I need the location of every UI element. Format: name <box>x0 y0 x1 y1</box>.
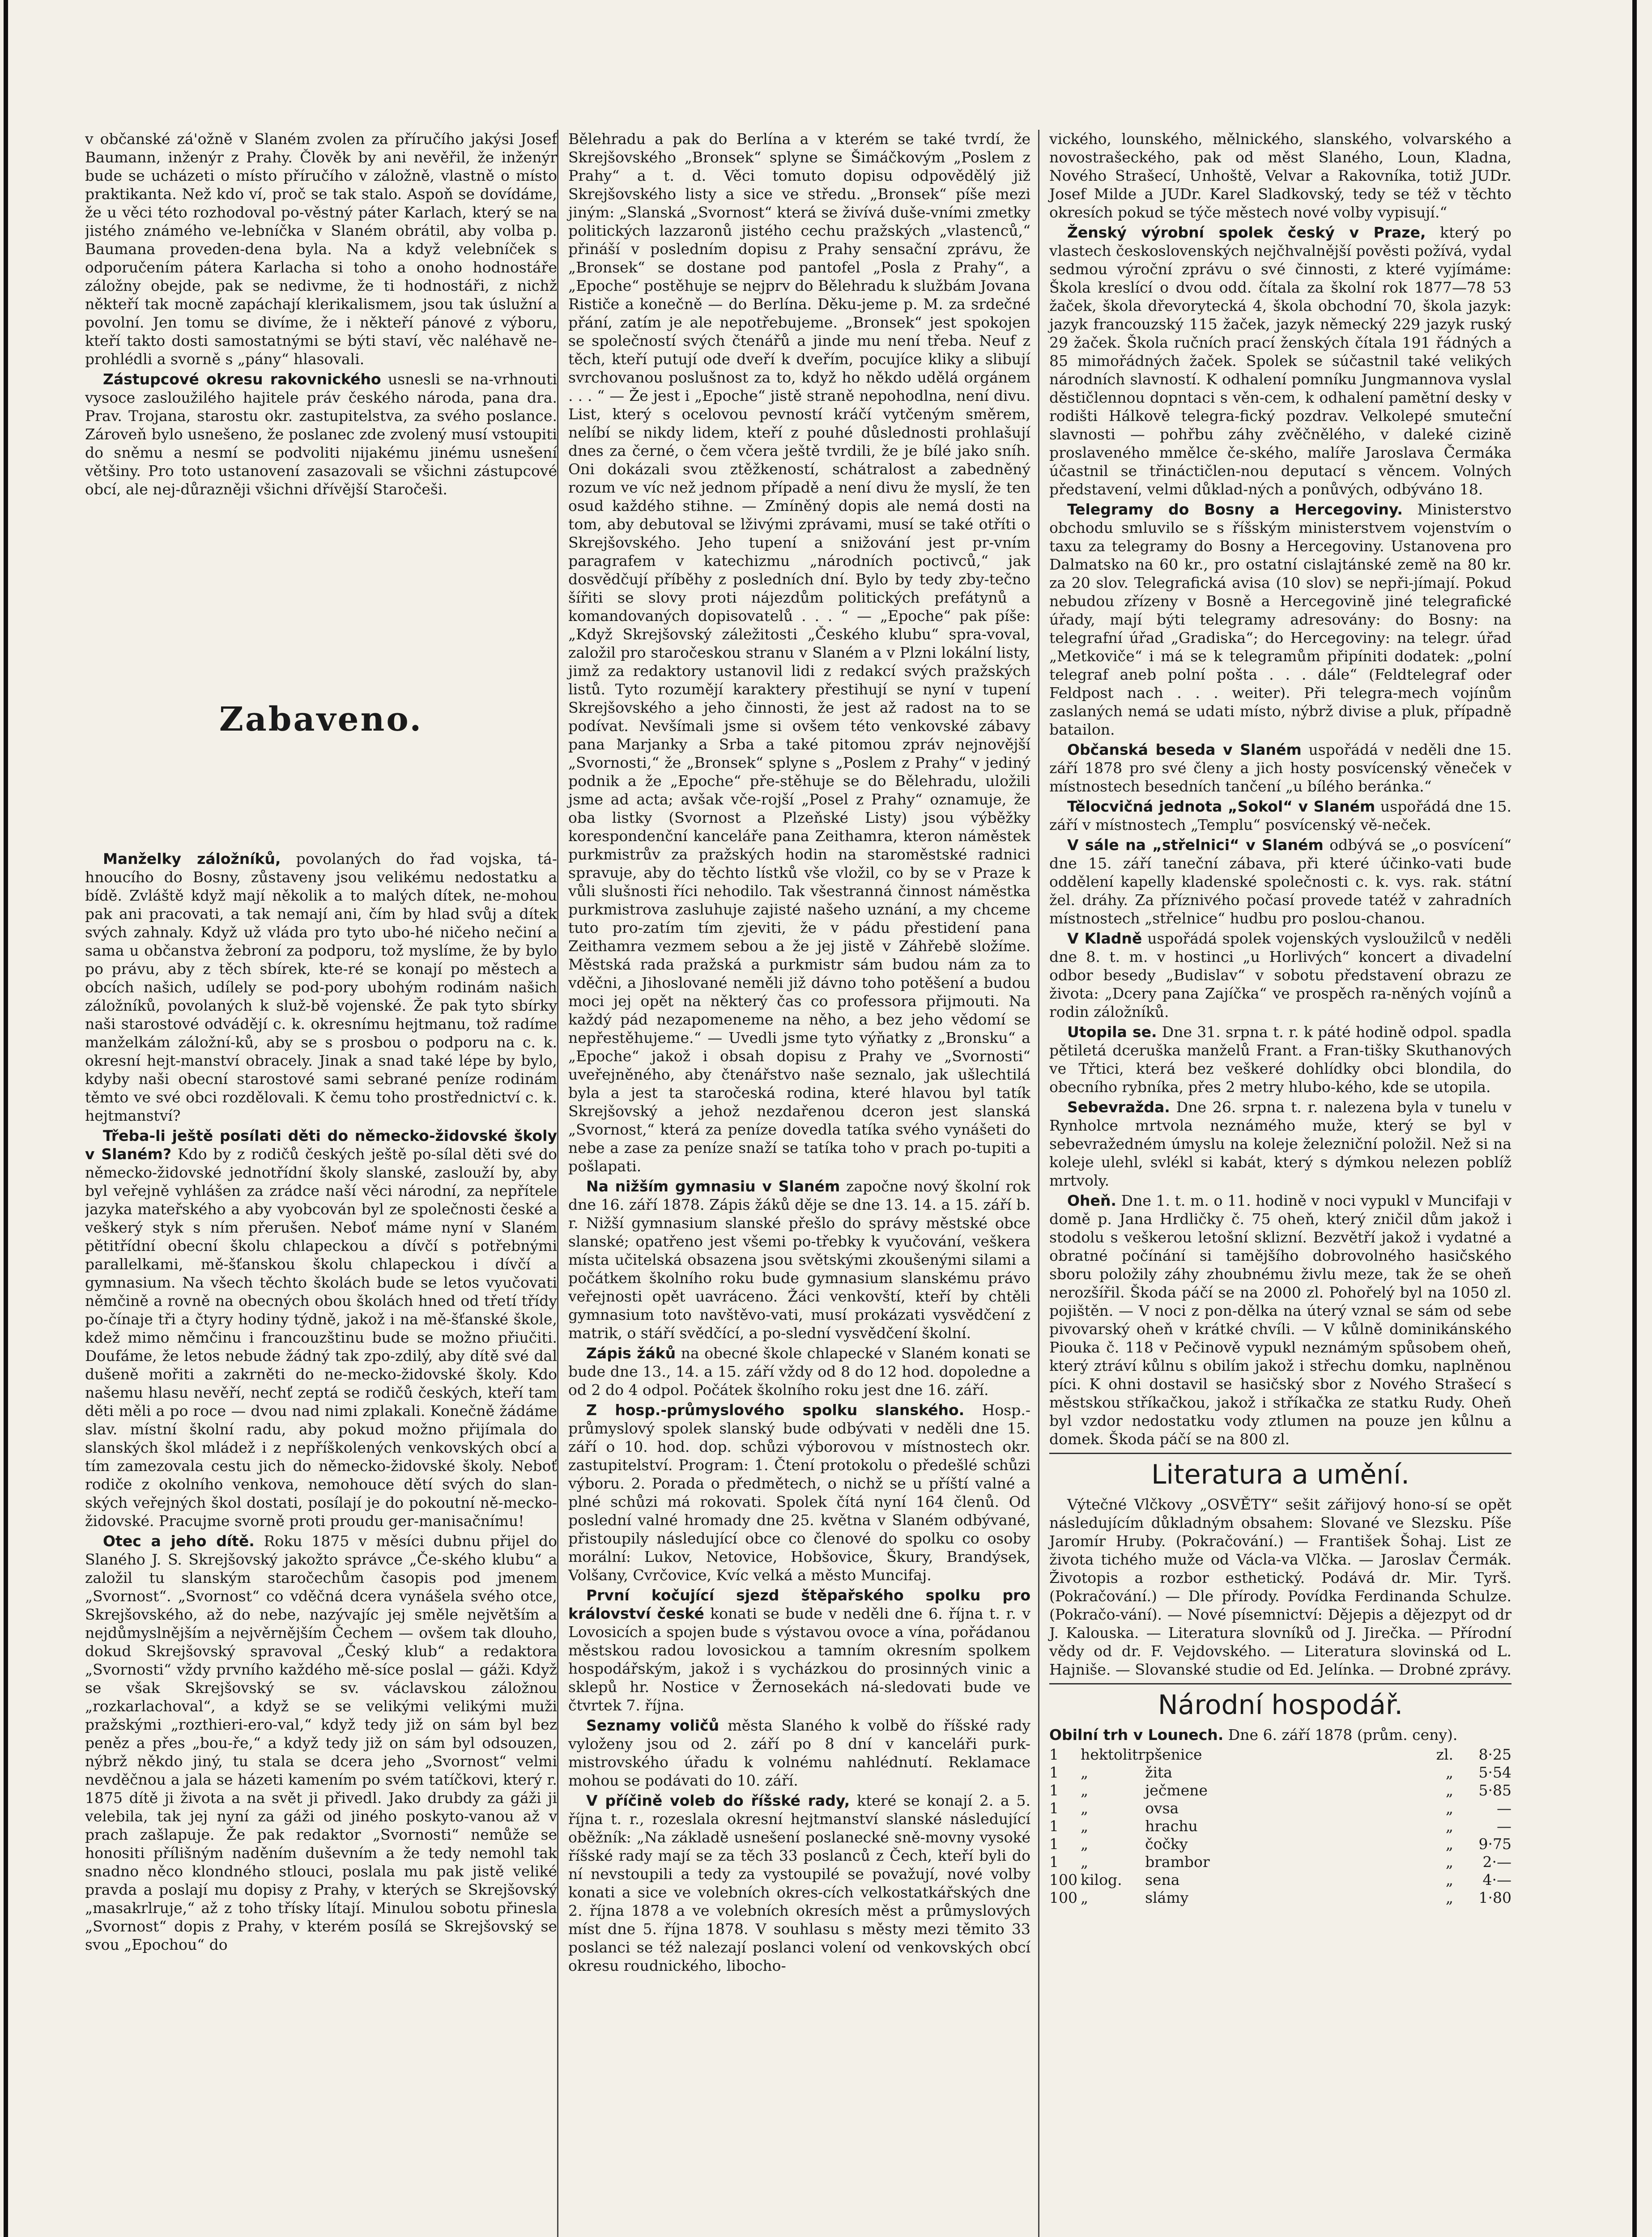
price-cell-item: sena <box>1145 1871 1180 1888</box>
price-cell-u: „ <box>1081 1764 1089 1781</box>
article <box>568 1344 1030 1399</box>
article-text: Ministerstvo obchodu smluvilo se s říšským ministerstvem vojenstvím o taxu za telegramy do Bosny a Hercegoviny. Ustanovena pro Dalmatsko na 60 kr., pro ostatní cislajtánské země na 80 kr. za 20 slov. Telegrafická avisa (10 slov) se nepři-jímají. Pokud nebudou zřízeny v Bosně a Hercegovině jiné telegrafické úřady, mají býti telegramy adresovány: do Bosny: na telegrafní úřad „Gradiska“; do Hercegoviny: na telegr. úřad „Metkoviče“ i má se k telegramům připíniti dodatek: „polní telegraf aneb polní pošta . . . dále“ (Feldtelegraf oder Feldpost nach . . . weiter). Při telegra-mech vojínům zaslaných nemá se udati místo, nýbrž divise a pluk, případně batailon. <box>1049 501 1511 738</box>
article <box>1049 1023 1511 1096</box>
price-cell-z: „ <box>1445 1871 1453 1888</box>
article-text: usnesli se na-vrhnouti vysoce zasloužilého hajitele práv českého národa, pana dra. Prav. Trojana, starostu okr. zastupitelstva, za svého poslance. Zároveň bylo usnešeno, že poslanec zde zvolený musí vstoupiti do sněmu a nesmí se podvoliti nijakému jinému usnešení většiny. Pro toto ustanovení zasazovali se všichni zástupcové obcí, ale nej-důrazněji všichni dřívější Staročeši. <box>85 370 557 498</box>
price-cell-item: ječmene <box>1145 1782 1208 1799</box>
price-cell-p: — <box>1497 1817 1511 1835</box>
price-cell-item: ovsa <box>1145 1799 1179 1817</box>
price-cell-u: „ <box>1081 1889 1089 1906</box>
price-cell-item: slámy <box>1145 1889 1189 1906</box>
price-row <box>1049 1889 1511 1907</box>
column-3 <box>1038 130 1511 2237</box>
price-cell-z: „ <box>1445 1835 1453 1853</box>
price-row <box>1049 1746 1511 1764</box>
article <box>1049 1191 1511 1448</box>
article-heading: Z hosp.-průmyslového spolku slanského. <box>586 1401 965 1419</box>
price-row <box>1049 1871 1511 1889</box>
spacer <box>85 500 557 710</box>
price-cell-q: 1 <box>1049 1782 1059 1799</box>
price-cell-p: 5·54 <box>1478 1764 1511 1781</box>
article-text: který po vlastech československých nejčhvalnější pověsti požívá, vydal sedmou výroční zprávu o své činnosti, z které vyjímáme: Škola kreslící o dvou odd. čítala za školní rok 1877—78 53 žaček, škola dřevorytecká 4, škola obchodní 70, škola jazyk: jazyk francouzský 115 žaček, jazyk německý 229 jazyk ruský 29 žaček. Škola ručních prací ženských čítala 191 řádných a 85 mimořádných žaček. Spolek se súčastnil také velikých národních slavností. K odhalení pomníku Jungmannova vyslal děstičlennou dopntaci s věn-cem, k odhalení pamětní desky v rodišti Hálkově telegra-fický pozdrav. Velkolepé smuteční slavnosti — pohřbu záhy zvěčnělého, v daleké cizině proslaveného mmělce če-ského, malíře Jaroslava Čermáka účastnil se třináctičlen-nou deputací s věncem. Volných představení, velmi důklad-ných a ponůvých, odbýváno 18. <box>1049 224 1511 498</box>
article-heading: První kočující sjezd štěpařského spolku pro království české <box>568 1586 1030 1622</box>
article <box>568 1586 1030 1714</box>
price-cell-p: 1·80 <box>1478 1889 1511 1906</box>
price-row <box>1049 1835 1511 1853</box>
article-heading: Občanská beseda v Slaném <box>1067 741 1302 758</box>
price-cell-u: „ <box>1081 1835 1089 1853</box>
section-title-literature: Literatura a umění. <box>1151 1459 1410 1490</box>
price-cell-z: „ <box>1445 1799 1453 1817</box>
article-text: Hosp.-průmyslový spolek slanský bude odbývati v neděli dne 15. září o 10. hod. dop. schůzi výborovou v místnostech okr. zastupitelství. Program: 1. Čtení protokolu o předešlé schůzi výboru. 2. Porada o předmětech, o nichž se u příští valné a plné schůzi má rokovati. Spolek čítá nyní 164 členů. Od poslední valné hromady dne 25. května v Slaném odbývané, přistoupily následující obce co členové do spolku co osoby morální: Lukov, Netovice, Hobšovice, Škury, Brandýsek, Volšany, Cvrčovice, Kvíc velká a město Muncifaj. <box>568 1401 1030 1584</box>
article-heading: Otec a jeho dítě. <box>103 1532 255 1550</box>
article <box>1049 1098 1511 1190</box>
article <box>1049 836 1511 927</box>
article-text: Kdo by z rodičů českých ještě po-sílal děti své do německo-židovské jednotřídní školy slanské, zaslouží by, aby byl veřejně vyhlášen za zrádce naší věci národní, za nepřítele jazyka mateřského a aby vyobcován byl ze společnosti české a veškerý styk s ním přerušen. Neboť máme nyní v Slaném pětitřídní obecní školu chlapeckou a dívčí s potřebnými parallelkami, mě-šťanskou školu chlapeckou i dívčí a gymnasium. Na všech těchto školách bude se letos vyučovati němčině a rovně na obecných obou školách hned od třetí třídy po-čínaje tři a čtyry hodiny týdně, jakož i na mě-šťanské škole, kdež mimo němčinu i francouzštinu bude se možno přiučiti. Doufáme, že letos nebude žádný tak zpo-zdilý, aby dítě své dal dušeně mořiti a zakrněti do ne-mecko-židovské školy. Kdo našemu hlasu nevěří, nechť zeptá se rodičů českých, kteří tam děti měli a po roce — dvou nad nimi zplakali. Konečně žádáme slav. místní školní radu, aby pokud možno přijímala do slanských škol mládež i z nepříškolených venkovských obcí a tím zamezovala cestu jich do německo-židovské školy. Neboť rodiče z okolního venkova, nemohouce dětí svých do slan-ských veřejných škol dostati, posílají je do pokoutní ně-mecko-židovské. Pracujme svorně proti proudu ger-manisačnímu! <box>85 1145 557 1530</box>
article <box>568 1401 1030 1584</box>
price-cell-u: „ <box>1081 1817 1089 1835</box>
article-text: na obecné škole chlapecké v Slaném konati se bude dne 13., 14. a 15. září vždy od 8 do 12 hod. dopoledne a od 2 do 4 odpol. Počátek školního roku jest dne 16. září. <box>568 1344 1030 1399</box>
price-cell-z: zl. <box>1436 1746 1453 1763</box>
price-row <box>1049 1782 1511 1799</box>
article-text: města Slaného k volbě do říšské rady vyloženy jsou od 2. září po 8 dní v kanceláři purk-mistrovského úřadu k volnému nahlédnutí. Reklamace mohou se podávati do 10. září. <box>568 1717 1030 1789</box>
price-cell-q: 1 <box>1049 1799 1059 1817</box>
price-cell-p: 9·75 <box>1478 1835 1511 1853</box>
article-heading: Zástupcové okresu rakovnického <box>103 370 381 388</box>
column-1 <box>85 130 557 2237</box>
price-cell-p: 4·— <box>1482 1871 1511 1888</box>
article-heading: Sebevražda. <box>1067 1098 1170 1116</box>
price-row <box>1049 1764 1511 1782</box>
price-cell-u: hektolitr <box>1081 1746 1145 1763</box>
price-cell-item: hrachu <box>1145 1817 1198 1835</box>
article <box>1049 797 1511 834</box>
article-heading: Manželky záložníků, <box>103 850 281 868</box>
price-cell-u: „ <box>1081 1853 1089 1871</box>
article-text: Dne 1. t. m. o 11. hodině v noci vypukl v Muncifaji v domě p. Jana Hrdličky č. 75 oheň, který zničil dům jakož i stodolu s veškerou letošní sklizní. Bezvětří jakož i vydatné a obratné počínání si tamějšího dobrovolného hasičského sboru položily záhy zhoubnému živlu meze, tak že se oheň nerozšířil. Škoda páčí se na 2000 zl. Pohořelý byl na 1050 zl. pojištěn. — V noci z pon-dělka na úterý vznal se sám od sebe pivovarský oheň v krátké chvíli. — V kůlně dominikánského Piouka č. 118 v Pečinově vypukl neznámým spůsobem oheň, který ztráví kůlnu s obilím jakož i střechu domku, naplněnou píci. K ohni dostavil se hasičský sbor z Nového Strašecí s městskou stříkačkou, jakož i stříkačka ze statku Rudy. Oheň byl vzdor nedostatku vody ztlumen na pouze jen kůlnu a domek. Škoda páčí se na 800 zl. <box>1049 1192 1511 1448</box>
article-text: v občanské zá'ožně v Slaném zvolen za příručího jakýsi Josef Baumann, inženýr z Prahy. Člověk by ani nevěřil, že inženýr bude se ucházeti o místo příručího v záložně, vlastně o místo praktikanta. Než kdo ví, proč se tak stalo. Aspoň se dovídáme, že u věci této rozhodoval po-věstný páter Karlach, který se na jistého známého ve-lebníčka v Slaném obrátil, aby volba p. Baumana proveden-dena byla. Na a když velebníček s odporučením pátera Karlacha si toho a onoho hodnostáře záložny obejde, pak se nedivme, že ti hodnostáři, z nichž někteří tak mocně zapáchají klerikalismem, jsou tak úslužní a povolní. Jen tomu se divíme, že i někteří pánové z výboru, kteří takto dosti samostatnými se býti staví, věc naléhavě ne-prohlédli a svorně s „pány“ hlasovali. <box>85 130 557 368</box>
article-text: uspořádá dne 15. září v místnostech „Templu“ posvícenský vě-neček. <box>1049 798 1511 834</box>
article <box>1049 1726 1511 1744</box>
price-cell-q: 1 <box>1049 1746 1059 1763</box>
price-cell-z: „ <box>1445 1764 1453 1781</box>
article-heading: Obilní trh v Lounech. <box>1049 1726 1224 1744</box>
price-cell-u: kilog. <box>1081 1871 1122 1888</box>
article-heading: V Kladně <box>1067 930 1142 947</box>
censored-notice: Zabaveno. <box>219 700 423 739</box>
article-text: odbývá se „o posvícení“ dne 15. září taneční zábava, při které účinko-vati bude oddělení kapelly kladenské společnosti c. k. vys. rak. státní žel. dráhy. Za příznivého počasí provede tatéž v zahradních místnostech „střelnice“ hudbu pro poslou-chanou. <box>1049 836 1511 927</box>
price-cell-z: „ <box>1445 1853 1453 1871</box>
section-divider <box>1049 1683 1511 1684</box>
price-cell-z: „ <box>1445 1889 1453 1906</box>
article <box>568 1716 1030 1790</box>
price-cell-q: 1 <box>1049 1835 1059 1853</box>
price-cell-p: 5·85 <box>1478 1782 1511 1799</box>
article-text: Výtečné Vlčkovy „OSVĚTY“ sešit zářijový hono-sí se opět následujícím důkladným obsahem: Slované ve Slezsku. Píše Jaromír Hruby. (Pokračování.) — František Šohaj. List ze života tichého muže od Václa-va Vlčka. — Jaroslav Čermák. Životopis a rozbor esthetický. Podává dr. Mir. Tyrš. (Pokračování.) — Dle přírody. Povídka Ferdinanda Schulze. (Pokračo-vání). — Nové písemnictví: Dějepis a dějezpyt od dr J. Kalouska. — Literatura slovníků od J. Jirečka. — Přírodní vědy od dr. F. Vejdovského. — Literatura slovinská od L. Hajniše. — Slovanské studie od Ed. Jelínka. — Drobné zprávy. <box>1049 1496 1511 1678</box>
price-cell-p: — <box>1497 1799 1511 1817</box>
left-scan-edge <box>4 0 8 2237</box>
price-cell-u: „ <box>1081 1782 1089 1799</box>
article <box>568 1791 1030 1975</box>
right-scan-edge <box>1632 0 1637 2237</box>
article <box>85 1532 557 1954</box>
price-cell-q: 100 <box>1049 1871 1077 1888</box>
article-text: Bělehradu a pak do Berlína a v kterém se také tvrdí, že Skrejšovského „Bronsek“ splyne se Šimáčkovým „Poslem z Prahy“ a t. d. Věci tomuto dopisu odpovědělý již Skrejšovského listy a sice ve středu. „Bronsek“ píše mezi jiným: „Slanská „Svornost“ která se živívá duše-vními zmetky politických lazzaronů jistého cechu pražských „vlastenců,“ přináší v posledním dopisu z Prahy sensační zprávu, že „Bronsek“ se dostane pod pantofel „Posla z Prahy“, a „Epoche“ postěhuje se nejprv do Bělehradu k službám Jovana Rističe a konečně — do Berlína. Děku-jeme p. M. za srdečné přání, zatím je ale nepotřebujeme. „Bronsek“ jest spokojen se společností svých čtenářů a jinde mu není třeba. Neuf z těch, kteří putují ode dveří k dveřím, pocujíce kliky a slibují svrchovanou poslušnost za to, když ho někdo udělá orgánem . . . “ — Že jest i „Epoche“ jistě straně nepohodlna, není divu. List, který s ocelovou pevností kráčí vytčeným směrem, nelíbí se nikdy lidem, kteří z pouhé důslednosti prohlašují dnes za černé, o čem včera ještě tvrdili, že je bílé jako sníh. Oni dokázali svou ztěžkeností, schátralost a zabedněný rozum ve víc než jednom případě a není divu že myslí, že ten osud každého stihne. — Zmíněný dopis ale nemá dosti na tom, aby debutoval se lživými zprávami, musí se také otříti o Skrejšovského. Jeho tupení a snižování jest pr-vním paragrafem v katechizmu „národních poctivců,“ jak dosvědčují příběhy z posledních dní. Bylo by tedy zby-tečno šířiti se slovy proti nájezdům politických prefátynů a komandovaných dopisovatelů . . . “ — „Epoche“ pak píše: „Když Skrejšovský záležitosti „Českého klubu“ spra-voval, založil pro staročeskou stranu v Slaném a v Plzni lokální listy, jimž za redaktory ustanovil lidi z redakcí svých pražských listů. Tyto rozumějí karaktery přestihují se nyní v tupení Skrejšovského a jeho činnosti, že jest až radost na to se podívat. Nevšímali jsme si ovšem této venkovské zábavy pana Marjanky a Srba a také pitomou zpráv nejnovější „Svornosti,“ že „Bronsek“ splyne s „Poslem z Prahy“ v jediný podnik a že „Epoche“ pře-stěhuje se do Bělehradu, uložili jsme ad acta; avšak vče-rojší „Posel z Prahy“ oznamuje, že oba listky (Svornost a Plzeňské Listy) jsou výběžky korespondenční kanceláře pana Zeithamra, kteron náměstek purkmistrův za pražských hodin na staroměstské radnici spravuje, aby do těchto lístků vše vložil, co by se v Praze k vůli slušnosti říci nehodilo. Tak všestranná činnost náměstka purkmistrova zasluhuje zajisté našeho uznání, a my chceme tuto pro-zatím tím zjeviti, že v pádu přestidení pana Zeithamra vezmem sebou a že jej jistě v Záhřebě složíme. Městská rada pražská a purkmistr sám budou nám za to vděčni, a Jihoslované neměli již dávno toho potěšení a budou moci jej opět na některý čas co professora přijmouti. Na každý pád nezapomeneme na něho, a bez jeho vědomí se nepřestěhujeme.“ — Uvedli jsme tyto výňatky z „Bronsku“ a „Epoche“ jakož i obsah dopisu z Prahy ve „Svornosti“ uveřejněného, aby čtenářstvo naše seznalo, jak ušlechtilá byla a jest ta staročeská rodina, které hlavou byl tatík Skrejšovský a jehož nezdařenou dceron jest slanská „Svornost,“ která za peníze dovedla tatíka svého vynášeti do nebe a zase za peníze snaží se tatíka toho v prach po-tupiti a pošlapati. <box>568 130 1030 1175</box>
article <box>1049 929 1511 1021</box>
article-heading: Zápis žáků <box>586 1344 676 1362</box>
article-heading: Telegramy do Bosny a Hercegoviny. <box>1067 501 1403 518</box>
article-heading: Na nižším gymnasiu v Slaném <box>586 1178 840 1195</box>
price-cell-item: čočky <box>1145 1835 1188 1853</box>
article-heading: V sále na „střelnici“ v Slaném <box>1067 836 1324 854</box>
price-cell-q: 1 <box>1049 1764 1059 1781</box>
article <box>1049 740 1511 795</box>
article-text: konati se bude v neděli dne 6. října t. r. v Lovosicích a spojen bude s výstavou ovoce a vína, pořádanou městskou radou lovosickou a tamním okresním spolkem hospodářským, jakož i s vycházkou do prosinných vinic a sklepů hr. Nostice v Žernosekách ná-sledovati bude ve čtvrtek 7. října. <box>568 1605 1030 1714</box>
price-cell-u: „ <box>1081 1799 1089 1817</box>
price-table <box>1049 1746 1511 1907</box>
article-heading: Tělocvičná jednota „Sokol“ v Slaném <box>1067 798 1375 815</box>
price-cell-q: 1 <box>1049 1853 1059 1871</box>
price-cell-q: 1 <box>1049 1817 1059 1835</box>
spacer <box>85 729 557 850</box>
article-text: Dne 26. srpna t. r. nalezena byla v tunelu v Rynholce mrtvola neznámého muže, který se byl v sebevražedném úmyslu na koleje železniční položil. Než si na koleje ulehl, svlékl si kabát, který s dýmkou nelezen poblíž mrtvoly. <box>1049 1098 1511 1189</box>
price-row <box>1049 1817 1511 1835</box>
article-heading: Ženský výrobní spolek český v Praze, <box>1067 224 1426 241</box>
article-heading: Seznamy voličů <box>586 1717 720 1734</box>
article-heading: Utopila se. <box>1067 1023 1157 1041</box>
article-heading: V příčině voleb do říšské rady, <box>586 1792 850 1809</box>
article-text: povolaných do řad vojska, tá-hnoucího do Bosny, zůstaveny jsou velikému nedostatku a bídě. Zvláště když mají několik a to malých dítek, ne-mohou pak ani pracovati, a tak nemají ani, čím by hlad svůj a dítek svých zahnaly. Když už vláda pro tyto ubo-hé ničeho nečiní a sama u občanstva žebroní za podporu, tož myslíme, že by bylo po právu, aby z těch sbírek, kte-ré se konají po městech a obcích našich, udílely se pod-pory ubohým rodinám našich záložníků, povolaných k služ-bě vojenské. Že pak tyto sbírky naši starostové odvádějí c. k. okresnímu hejtmanu, tož radíme manželkám záložní-ků, aby se s prosbou o podporu na c. k. okresní hejt-manství obracely. Jinak a snad také lépe by bylo, kdyby naši obecní starostové sami sebrané peníze rodinám těmto ve své obci rozdělovali. K čemu toho prostřednictví c. k. hejtmanství? <box>85 850 557 1124</box>
article-text: Roku 1875 v měsíci dubnu přijel do Slaného J. S. Skrejšovský jakožto správce „Če-ského klubu“ a založil tu slanským staročechům časopis pod jmenem „Svornost“. „Svornost“ co vděčná dcera vynášela svého otce, Skrejšovského, až do nebe, nazývajíc jej směle největším a nejdůmyslnějším a nejvěrnějším Čechem — ovšem tak dlouho, dokud Skrejšovský spravoval „Český klub“ a redaktora „Svornosti“ vždy prvního každého mě-síce poslal — gáži. Když se však Skrejšovský se sv. václavskou záložnou „rozkarlachoval“, a když se se velikými velikými muži pražskými „rozthieri-ero-val,“ když tedy již on sám byl bez peněz a přes „bou-ře,“ a když tedy již on sám byl odsouzen, nýbrž někdo jiný, tu stala se dcera jeho „Svornost“ velmi nevděčnou a jala se házeti kamením po svém tatíčkovi, který r. 1875 dítě ji života a na svět ji přivedl. Jako drubdy za gáži ji velebila, tak jej nyní za gáži od jiného poskyto-vanou až v prach zašlapuje. Že pak redaktor „Svornosti“ nemůže se honositi přílišným naděním duševním a že tedy nemohl tak snadno něco klondného stlouci, poslala mu pak jistě veliké pravda a poslají mu dopisy z Prahy, v kterých se Skrejšovský „masakrlruje,“ až z toho třísky lítají. Minulou sobotu přinesla „Svornost“ dopis z Prahy, v kterém posílá se Skrejšovský se svou „Epochou“ do <box>85 1532 557 1953</box>
price-cell-item: žita <box>1145 1764 1172 1781</box>
section-divider <box>1049 1453 1511 1454</box>
article-text: uspořádá spolek vojenských vysloužilců v neděli dne 8. t. m. v hostinci „u Horlivých“ koncert a divadelní odbor besedy „Budislav“ v sobotu představení obrazu ze života: „Dcery pana Zajíčka“ ve prospěch ra-něných vojínů a rodin záložníků. <box>1049 930 1511 1021</box>
article-text: Dne 6. září 1878 (prům. ceny). <box>1228 1726 1458 1744</box>
article-text: Dne 31. srpna t. r. k páté hodině odpol. spadla pětiletá dceruška manželů Frant. a Fran-tišky Skuthanových ve Třtici, která bez veškeré dohlídky obci blondila, do obecního rybníka, přes 2 metry hlubo-kého, kde se utopila. <box>1049 1023 1511 1096</box>
section-title-economy: Národní hospodář. <box>1158 1689 1403 1721</box>
article <box>85 370 557 498</box>
price-cell-item: pšenice <box>1145 1746 1202 1763</box>
price-cell-item: brambor <box>1145 1853 1210 1871</box>
price-cell-p: 8·25 <box>1478 1746 1511 1763</box>
price-cell-p: 2·— <box>1482 1853 1511 1871</box>
price-row <box>1049 1799 1511 1817</box>
article-text: započne nový školní rok dne 16. září 1878. Zápis žáků děje se dne 13. 14. a 15. září b. r. Nižší gymnasium slanské přešlo do správy městské obce slanské; opatřeno jest všemi po-třebky k vyučování, veškera místa učitelská obsazena jsou světskými zkoušenými silami a počátkem školního roku bude gymnasium slanskému právo veřejnosti opět uavráceno. Žáci venkovští, kteří by chtěli gymnasium toto navštěvo-vati, musí prokázati vysvědčení z matrik, o stáří svědčící, a po-slední vysvědčení školní. <box>568 1178 1030 1342</box>
article-heading: Oheň. <box>1067 1192 1116 1209</box>
article <box>568 1177 1030 1342</box>
price-cell-q: 100 <box>1049 1889 1077 1906</box>
article <box>1049 223 1511 498</box>
article-text: uspořádá v neděli dne 15. září 1878 pro své členy a jich hosty posvícenský věneček v místnostech besedních tančení „u bílého beránka.“ <box>1049 741 1511 795</box>
column-2 <box>557 130 1030 2237</box>
price-row <box>1049 1853 1511 1871</box>
article-heading: Třeba-li ještě posílati děti do německo-židovské školy v Slaném? <box>85 1127 557 1163</box>
article <box>1049 500 1511 739</box>
article <box>85 1127 557 1530</box>
article <box>85 850 557 1125</box>
article-text: které se konají 2. a 5. října t. r., rozeslala okresní hejtmanství slanské následující oběžník: „Na základě usnešení poslanecké sně-movny vysoké říšské rady mají se za těch 33 poslanců z Čech, kteří byli do ní nevstoupili a tedy za vystoupilé se považují, nové volby konati a sice ve volebních okres-cích velkostatkářských dne 2. října 1878 a ve volebních okresích měst a průmyslových míst dne 5. října 1878. V souhlasu s městy mezi těmito 33 poslanci se též nalezají poslanci volení od venkovských obcí okresu roudnického, libocho- <box>568 1792 1030 1974</box>
article-text: vického, lounského, mělnického, slanského, volvarského a novostrašeckého, pak od měst Slaného, Loun, Kladna, Nového Strašecí, Unhoště, Velvar a Rakovníka, totiž JUDr. Josef Milde a JUDr. Karel Sladkovský, tedy se též v těchto okresích pokud se týče městech nové volby vypisují.“ <box>1049 130 1511 221</box>
price-cell-z: „ <box>1445 1817 1453 1835</box>
price-cell-z: „ <box>1445 1782 1453 1799</box>
